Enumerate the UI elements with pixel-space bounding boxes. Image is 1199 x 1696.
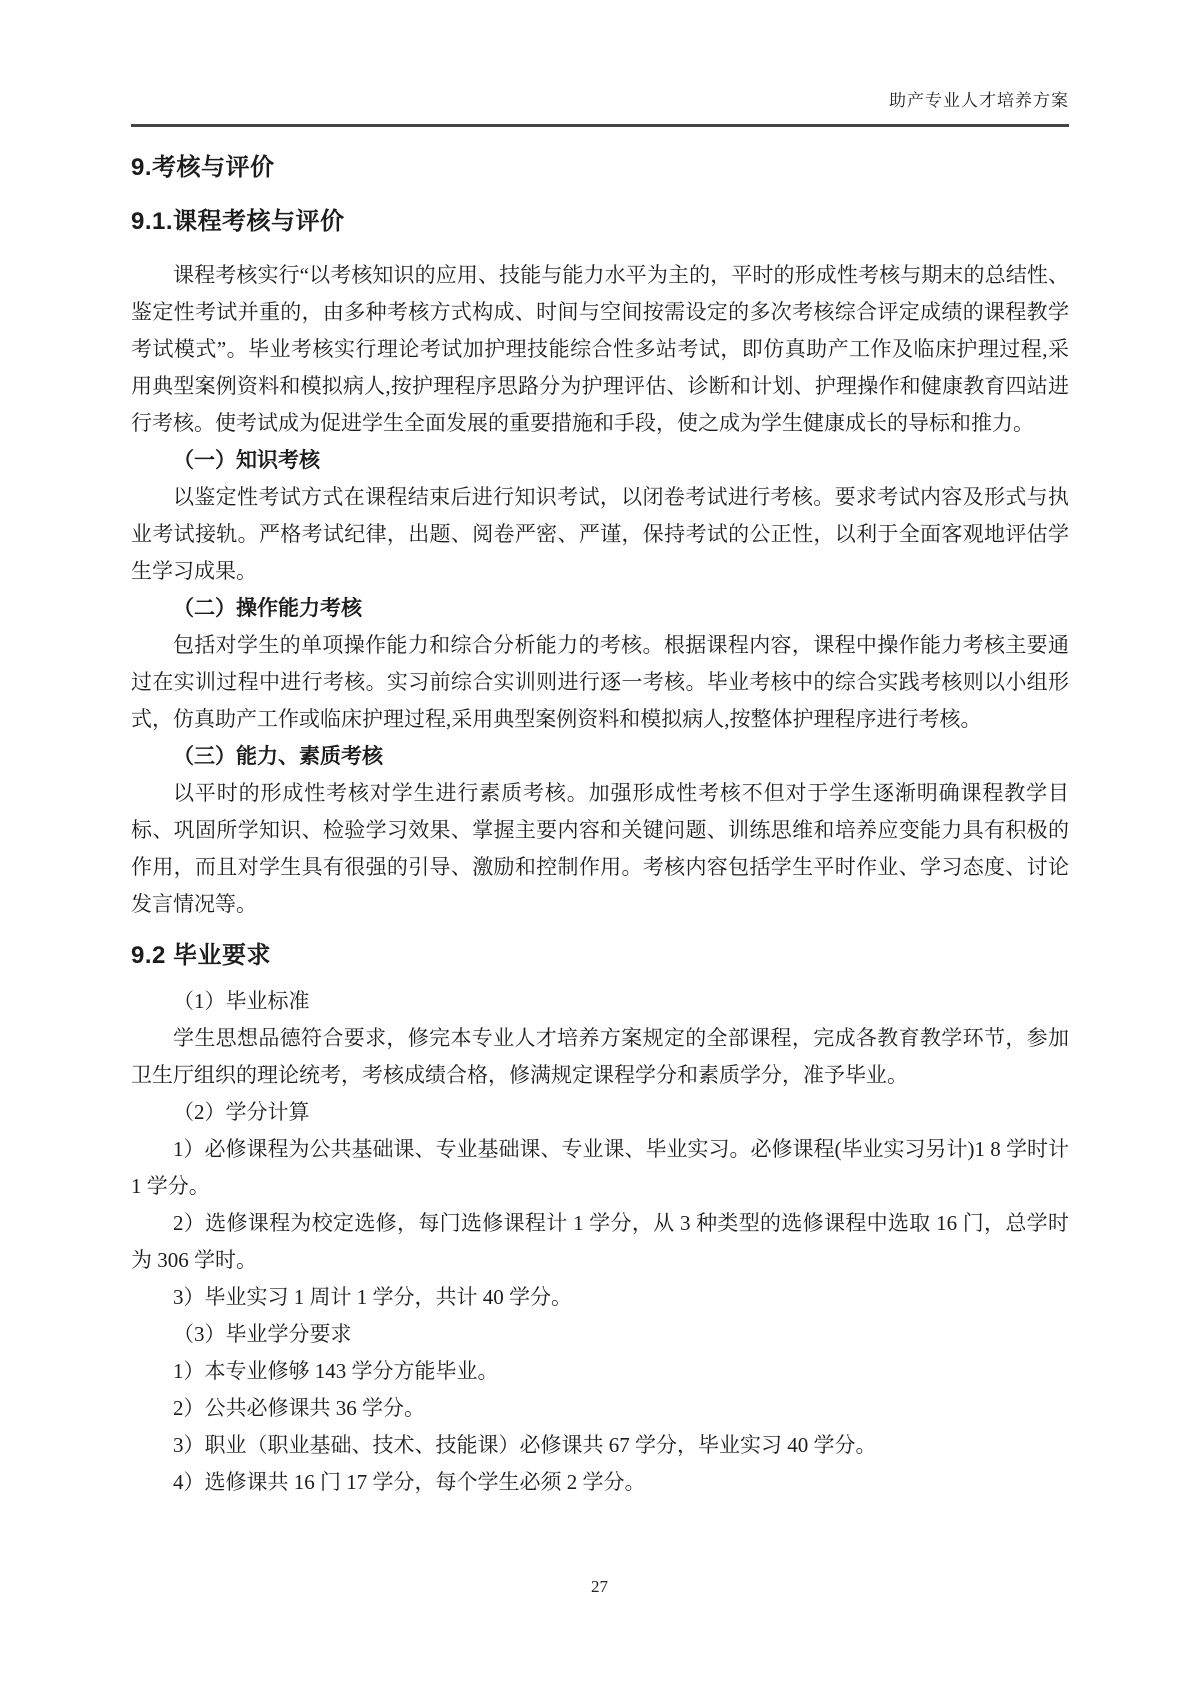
page-header: [131, 0, 1069, 112]
section-heading: 9.2 毕业要求: [131, 942, 272, 969]
paragraph: 1）必修课程为公共基础课、专业基础课、专业课、毕业实习。必修课程(毕业实习另计)1 8 学时计 1 学分。: [131, 1137, 1069, 1198]
paragraph: 以平时的形成性考核对学生进行素质考核。加强形成性考核不但对于学生逐渐明确课程教学目标、巩固所学知识、检验学习效果、掌握主要内容和关键问题、训练思维和培养应变能力具有积极的作用，而且对学生具有很强的引导、激励和控制作用。考核内容包括学生平时作业、学习态度、讨论发言情况等。: [131, 781, 1069, 916]
section-heading: 9.考核与评价: [131, 154, 275, 181]
paragraph: 1）本专业修够 143 学分方能毕业。: [173, 1359, 499, 1383]
paragraph: 2）公共必修课共 36 学分。: [173, 1396, 425, 1420]
list-label: （3）毕业学分要求: [173, 1322, 352, 1346]
paragraph: 4）选修课共 16 门 17 学分，每个学生必须 2 学分。: [173, 1470, 646, 1494]
sub-heading: （一）知识考核: [173, 449, 320, 472]
paragraph: 包括对学生的单项操作能力和综合分析能力的考核。根据课程内容，课程中操作能力考核主要通过在实训过程中进行考核。实习前综合实训则进行逐一考核。毕业考核中的综合实践考核则以小组形式，仿真助产工作或临床护理过程,采用典型案例资料和模拟病人,按整体护理程序进行考核。: [131, 633, 1069, 731]
paragraph: 2）选修课程为校定选修，每门选修课程计 1 学分，从 3 种类型的选修课程中选取 16 门，总学时为 306 学时。: [131, 1211, 1069, 1272]
paragraph: 课程考核实行“以考核知识的应用、技能与能力水平为主的，平时的形成性考核与期末的总结性、鉴定性考试并重的，由多种考核方式构成、时间与空间按需设定的多次考核综合评定成绩的课程教学考试模式”。毕业考核实行理论考试加护理技能综合性多站考试，即仿真助产工作及临床护理过程,采用典型案例资料和模拟病人,按护理程序思路分为护理评估、诊断和计划、护理操作和健康教育四站进行考核。使考试成为促进学生全面发展的重要措施和手段，使之成为学生健康成长的导标和推力。: [131, 263, 1069, 435]
paragraph: 3）职业（职业基础、技术、技能课）必修课共 67 学分，毕业实习 40 学分。: [173, 1433, 877, 1457]
page-content-column: [131, 0, 1069, 1501]
paragraph: 以鉴定性考试方式在课程结束后进行知识考试，以闭卷考试进行考核。要求考试内容及形式与执业考试接轨。严格考试纪律，出题、阅卷严密、严谨，保持考试的公正性，以利于全面客观地评估学生学习成果。: [131, 485, 1069, 583]
sub-heading: （二）操作能力考核: [173, 597, 362, 620]
list-label: （1）毕业标准: [173, 989, 310, 1013]
sub-heading: （三）能力、素质考核: [173, 745, 383, 768]
paragraph: 学生思想品德符合要求，修完本专业人才培养方案规定的全部课程，完成各教育教学环节，参加卫生厅组织的理论统考，考核成绩合格，修满规定课程学分和素质学分，准予毕业。: [131, 1026, 1069, 1087]
paragraph: 3）毕业实习 1 周计 1 学分，共计 40 学分。: [173, 1285, 572, 1309]
header-title: 助产专业人才培养方案: [889, 91, 1069, 110]
page-footer: [0, 1576, 1199, 1598]
list-label: （2）学分计算: [173, 1100, 310, 1124]
document-body: [131, 153, 1069, 1501]
header-rule: [131, 124, 1069, 127]
page-number: 27: [591, 1577, 608, 1596]
section-heading: 9.1.课程考核与评价: [131, 208, 345, 235]
